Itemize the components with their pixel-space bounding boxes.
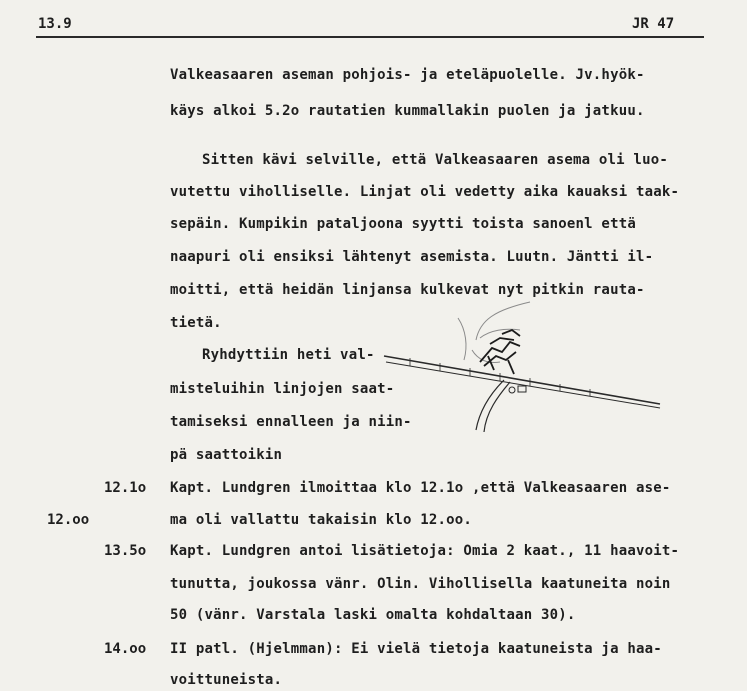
railway-line [384,356,660,408]
sketch-position-marks [480,330,520,374]
sketch-outline-strokes [458,302,530,363]
para2-line-2: vutettu viholliselle. Linjat oli vedetty aika kauaksi taak- [170,184,680,200]
para2-line-4: naapuri oli ensiksi lähtenyt asemista. Luutn. Jäntti il- [170,249,654,265]
sketch-map-drawing [380,300,670,435]
para3-line-1: Ryhdyttiin heti val- [202,347,375,363]
entry-3-line-1: II patl. (Hjelmman): Ei vielä tietoja kaatuneista ja haa- [170,641,662,657]
para3-line-4: pä saattoikin [170,447,283,463]
para1-line-1: Valkeasaaren aseman pohjois- ja eteläpuolelle. Jv.hyök- [170,67,645,83]
entry-2-line-1: Kapt. Lundgren antoi lisätietoja: Omia 2 kaat., 11 haavoit- [170,543,680,559]
entry-time-1: 12.1o [104,480,147,496]
entry-1-line-1: Kapt. Lundgren ilmoittaa klo 12.1o ,että Valkeasaaren ase- [170,480,671,496]
para3-line-2: misteluihin linjojen saat- [170,381,395,397]
entry-2-line-2: tunutta, joukossa vänr. Olin. Vihollisella kaatuneita noin [170,576,671,592]
entry-time-2: 13.5o [104,543,147,559]
para2-line-1: Sitten kävi selville, että Valkeasaaren asema oli luo- [202,152,668,168]
header-doc-id: JR 47 [632,16,675,32]
entry-2-line-3: 50 (vänr. Varstala laski omalta kohdaltaan 30). [170,607,576,623]
para1-line-2: käys alkoi 5.2o rautatien kummallakin puolen ja jatkuu. [170,103,645,119]
margin-time: 12.oo [47,512,90,528]
header-date: 13.9 [38,16,72,32]
header-rule [36,36,704,38]
para2-line-3: sepäin. Kumpikin pataljoona syytti toista sanoenl että [170,216,636,232]
entry-3-line-2: voittuneista. [170,672,283,688]
entry-1-line-2: ma oli vallattu takaisin klo 12.oo. [170,512,473,528]
para3-line-3: tamiseksi ennalleen ja niin- [170,414,412,430]
para2-line-5: moitti, että heidän linjansa kulkevat nyt pitkin rauta- [170,282,645,298]
entry-time-3: 14.oo [104,641,147,657]
sketch-road [476,380,510,432]
sketch-station-mark [509,386,526,393]
para2-line-6: tietä. [170,315,222,331]
